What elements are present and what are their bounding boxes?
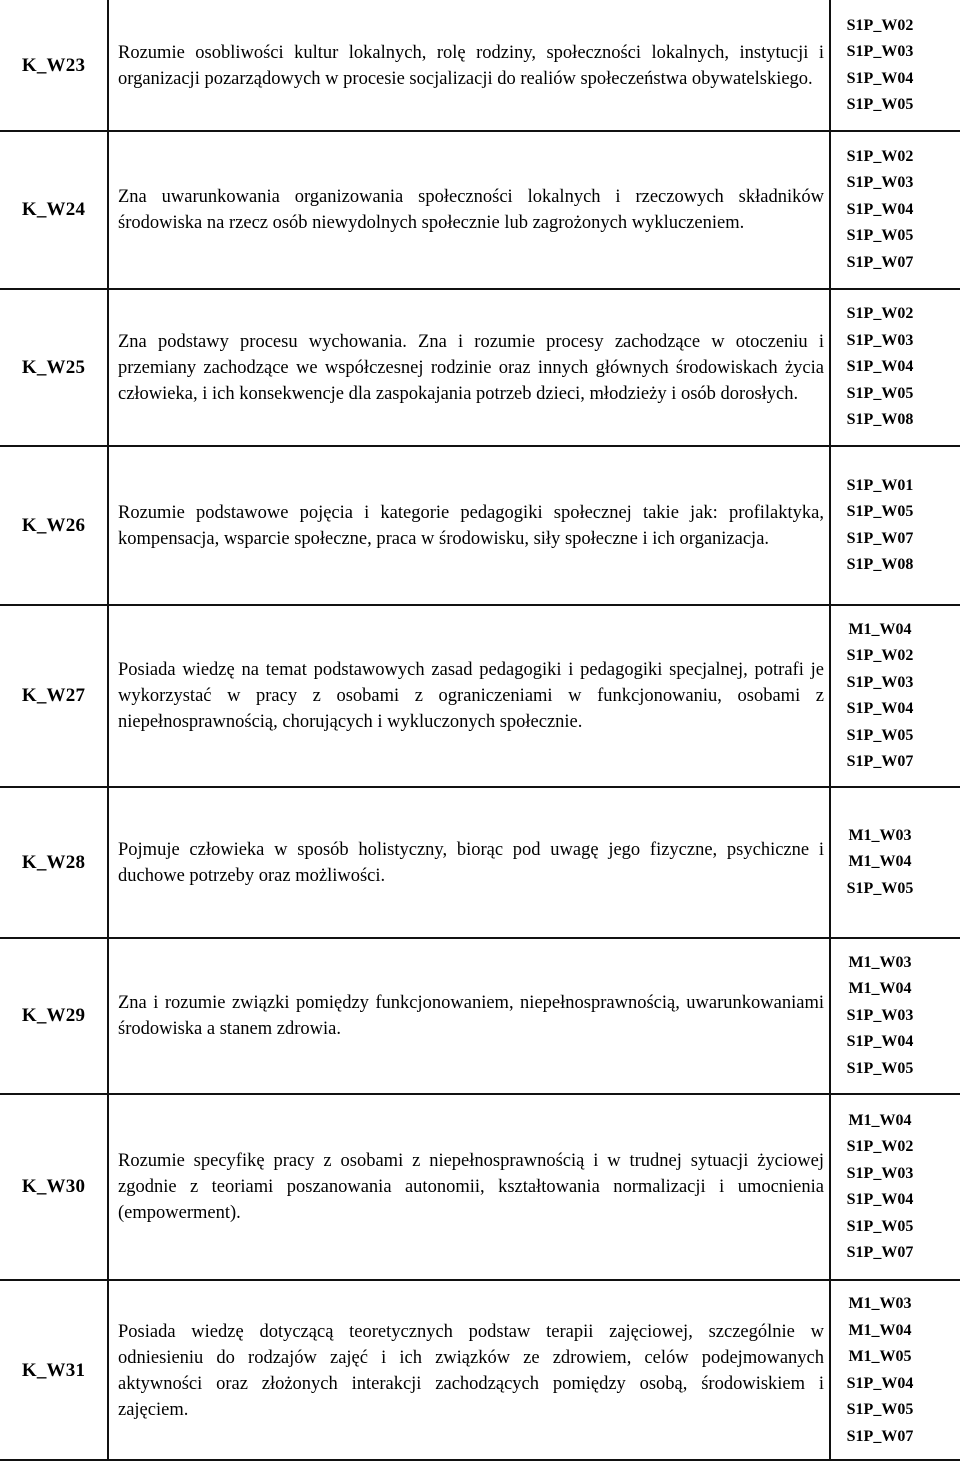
table-row	[0, 787, 960, 938]
outcome-description: Rozumie podstawowe pojęcia i kategorie pedagogiki społecznej takie jak: profilaktyka, kompensacja, wsparcie społeczne, praca w środowisku, siły społeczne i ich organizacja.	[118, 502, 824, 549]
reference-code: S1P_W05	[846, 1401, 914, 1418]
reference-codes	[835, 131, 925, 289]
outcome-code: K_W24	[21, 199, 86, 220]
outcome-description: Zna i rozumie związki pomiędzy funkcjonowaniem, niepełnosprawnością, uwarunkowaniami środowiska a stanem zdrowia.	[118, 993, 824, 1039]
row-divider	[0, 445, 960, 447]
reference-code: S1P_W05	[846, 96, 914, 113]
reference-code: S1P_W05	[846, 879, 914, 897]
reference-code: S1P_W03	[846, 1164, 914, 1182]
reference-codes	[835, 446, 925, 605]
reference-code: S1P_W07	[846, 1427, 914, 1445]
reference-code: S1P_W05	[846, 1217, 914, 1235]
row-divider	[0, 288, 960, 290]
outcome-code: K_W28	[21, 851, 86, 873]
reference-code: M1_W04	[848, 853, 912, 871]
column-divider	[107, 0, 109, 1461]
reference-code: M1_W03	[848, 826, 912, 844]
reference-code: S1P_W04	[846, 1374, 914, 1392]
outcome-code: K_W25	[21, 356, 86, 378]
outcome-description-cell	[118, 446, 824, 605]
reference-code: S1P_W03	[846, 43, 914, 60]
outcome-description: Rozumie specyfikę pracy z osobami z niepełnosprawnością i w trudnej sytuacji życiowej zgodnie z teoriami poszanowania autonomii, kształtowania normalizacji i umocnienia (empowerment).	[118, 1151, 824, 1223]
reference-code: S1P_W07	[846, 529, 914, 547]
row-divider	[0, 786, 960, 788]
reference-codes	[835, 1280, 925, 1461]
outcome-description-cell	[118, 289, 824, 446]
outcome-code: K_W27	[21, 685, 86, 706]
outcome-code: K_W30	[21, 1176, 86, 1197]
reference-code: S1P_W02	[846, 647, 914, 664]
reference-code: S1P_W04	[846, 358, 914, 376]
outcome-code: K_W29	[21, 1005, 86, 1026]
reference-code: S1P_W03	[846, 673, 914, 691]
reference-code: M1_W05	[848, 1348, 912, 1365]
reference-codes	[835, 938, 925, 1094]
outcome-description: Posiada wiedzę dotyczącą teoretycznych podstaw terapii zajęciowej, szczególnie w odniesieniu do rodzajów zajęć i ich związków ze zdrowiem, celów podejmowanych aktywności oraz złożonych interakcji zachodzących pomiędzy osobą, środowiskiem i zajęciem.	[118, 1321, 824, 1420]
reference-codes	[835, 0, 925, 131]
reference-code: S1P_W08	[846, 411, 914, 429]
reference-code: S1P_W02	[846, 1138, 914, 1155]
outcome-description: Pojmuje człowieka w sposób holistyczny, biorąc pod uwagę jego fizyczne, psychiczne i duchowe potrzeby oraz możliwości.	[118, 839, 824, 886]
table-row	[0, 1280, 960, 1461]
reference-code: S1P_W02	[846, 16, 914, 34]
row-divider	[0, 604, 960, 606]
reference-codes	[835, 787, 925, 938]
outcome-code: K_W23	[21, 54, 86, 76]
table-row	[0, 938, 960, 1094]
outcome-description: Zna podstawy procesu wychowania. Zna i rozumie procesy zachodzące w otoczeniu i przemiany zachodzące we współczesnej rodzinie oraz innych głównych środowiskach życia człowieka, i ich konsekwencje dla zaspokajania potrzeb dzieci, młodzieży i osób dorosłych.	[118, 331, 824, 404]
row-divider	[0, 130, 960, 132]
reference-code: M1_W04	[848, 620, 912, 638]
outcome-description-cell	[118, 0, 824, 131]
reference-codes	[835, 289, 925, 446]
table-row	[0, 0, 960, 131]
reference-code: S1P_W01	[846, 476, 914, 494]
table-row	[0, 446, 960, 605]
reference-codes	[835, 1094, 925, 1280]
reference-code: S1P_W02	[846, 147, 914, 165]
reference-code: S1P_W04	[846, 1191, 914, 1208]
column-divider	[829, 0, 831, 1461]
outcome-description: Zna uwarunkowania organizowania społeczności lokalnych i rzeczowych składników środowiska na rzecz osób niewydolnych społecznie lub zagrożonych wykluczeniem.	[118, 187, 824, 233]
reference-code: S1P_W03	[846, 331, 914, 349]
reference-code: S1P_W04	[846, 700, 914, 717]
table-row	[0, 131, 960, 289]
reference-code: S1P_W02	[846, 305, 914, 323]
reference-code: S1P_W05	[846, 503, 914, 520]
outcome-description-cell	[118, 605, 824, 787]
reference-code: M1_W04	[848, 1111, 912, 1129]
reference-codes	[835, 605, 925, 787]
reference-code: S1P_W05	[846, 726, 914, 744]
outcome-description-cell	[118, 938, 824, 1094]
reference-code: S1P_W05	[846, 1059, 914, 1077]
outcome-description-cell	[118, 1280, 824, 1461]
reference-code: S1P_W07	[846, 753, 914, 770]
reference-code: S1P_W05	[846, 384, 914, 402]
table-row	[0, 1094, 960, 1280]
outcome-code: K_W26	[21, 514, 86, 536]
reference-code: S1P_W03	[846, 1006, 914, 1024]
reference-code: M1_W04	[848, 1321, 912, 1339]
reference-code: S1P_W07	[846, 253, 914, 271]
row-divider	[0, 1279, 960, 1281]
reference-code: M1_W04	[848, 980, 912, 998]
reference-code: S1P_W07	[846, 1244, 914, 1261]
outcome-description-cell	[118, 131, 824, 289]
outcome-description-cell	[118, 787, 824, 938]
outcome-description: Rozumie osobliwości kultur lokalnych, rolę rodziny, społeczności lokalnych, instytucji i organizacji pozarządowych w procesie socjalizacji do realiów społeczeństwa obywatelskiego.	[118, 42, 824, 89]
row-divider	[0, 937, 960, 939]
reference-code: S1P_W03	[846, 174, 914, 192]
outcome-code: K_W31	[21, 1359, 86, 1381]
outcome-description-cell	[118, 1094, 824, 1280]
reference-code: S1P_W04	[846, 69, 914, 87]
table-row	[0, 289, 960, 446]
table-row	[0, 605, 960, 787]
reference-code: M1_W03	[848, 1295, 912, 1312]
reference-code: S1P_W05	[846, 227, 914, 245]
reference-code: S1P_W04	[846, 200, 914, 218]
reference-code: S1P_W04	[846, 1033, 914, 1051]
outcome-description: Posiada wiedzę na temat podstawowych zasad pedagogiki i pedagogiki specjalnej, potrafi je wykorzystać w pracy z osobami z ograniczeniami w funkcjonowaniu, osobami z niepełnosprawnością, chorujących i wykluczonych społecznie.	[118, 660, 824, 732]
reference-code: S1P_W08	[846, 556, 914, 573]
row-divider	[0, 1093, 960, 1095]
reference-code: M1_W03	[848, 953, 912, 971]
